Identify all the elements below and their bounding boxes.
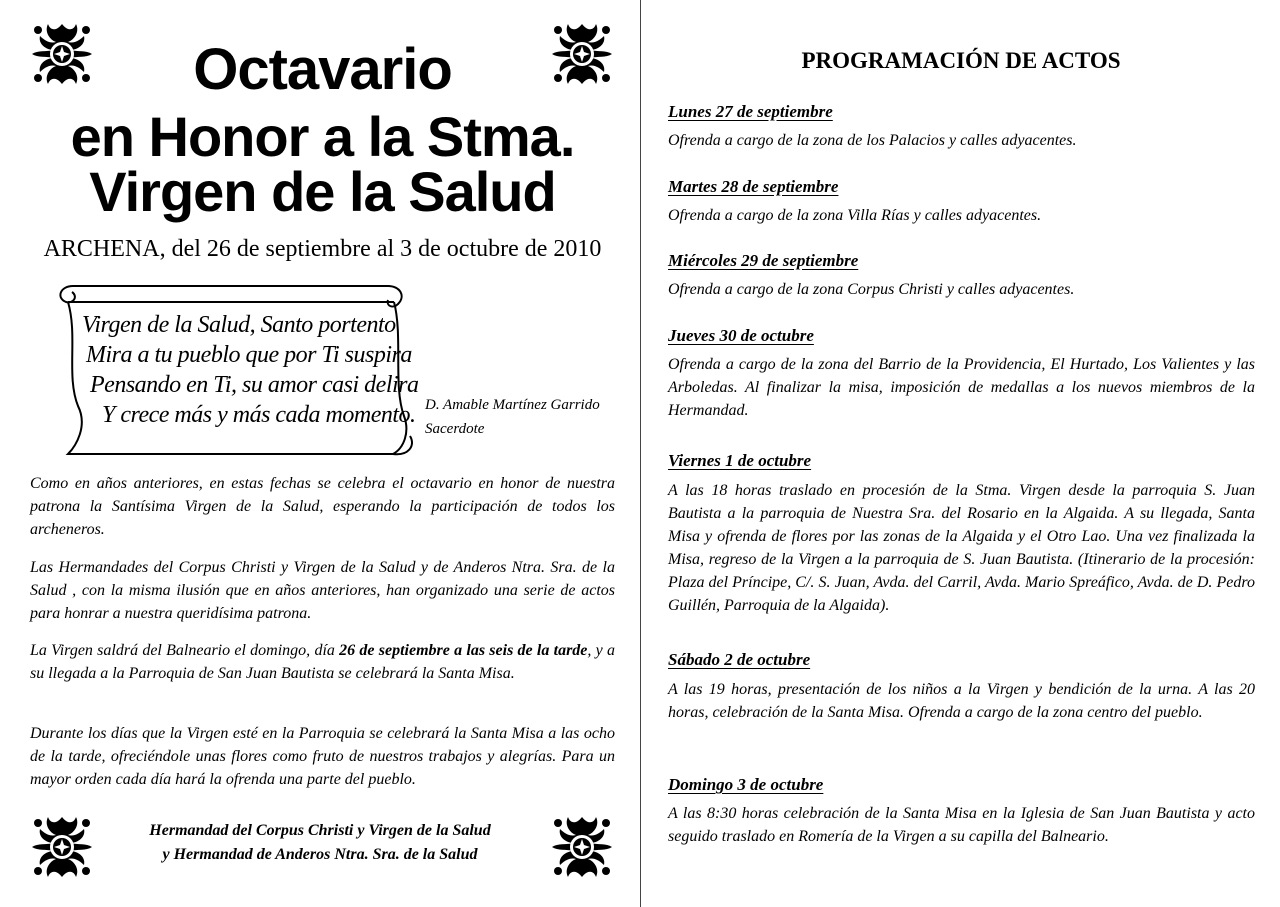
poem-line-1: Virgen de la Salud, Santo portento	[82, 312, 396, 338]
paragraph-3-highlight: 26 de septiembre a las seis de la tarde	[339, 642, 588, 659]
paragraph-1: Como en años anteriores, en estas fechas se celebra el octavario en honor de nuestra patrona la Santísima Virgen de la Salud, esperando la participación de todos los archeneros.	[30, 475, 615, 538]
day-title: Sábado 2 de octubre	[668, 650, 811, 669]
program-heading: PROGRAMACIÓN DE ACTOS	[801, 48, 1121, 73]
day-description: A las 8:30 horas celebración de la Santa Misa en la Iglesia de San Juan Bautista y acto seguido traslado en Romería de la Virgen a su capilla del Balneario.	[668, 805, 1255, 845]
right-panel	[640, 0, 1280, 907]
title-line-3: Virgen de la Salud	[89, 160, 556, 223]
poem-line-2: Mira a tu pueblo que por Ti suspira	[86, 342, 412, 368]
poem-author: D. Amable Martínez Garrido	[425, 397, 600, 413]
poem-author-role: Sacerdote	[425, 421, 485, 437]
day-description: Ofrenda a cargo de la zona del Barrio de la Providencia, El Hurtado, Los Valientes y las Arboledas. Al finalizar la misa, imposición de medallas a los nuevos miembros de la Hermandad.	[668, 356, 1255, 419]
ornament-bottom-left-icon	[30, 815, 94, 879]
paragraph-2: Las Hermandades del Corpus Christi y Virgen de la Salud y de Anderos Ntra. Sra. de la Salud , con la misma ilusión que en años anteriores, han organizado una serie de actos para honrar a nuestra queridísima patrona.	[30, 559, 615, 622]
day-title: Martes 28 de septiembre	[668, 177, 839, 196]
day-title: Jueves 30 de octubre	[668, 326, 814, 345]
day-title: Lunes 27 de septiembre	[668, 102, 833, 121]
day-description: Ofrenda a cargo de la zona Villa Rías y calles adyacentes.	[668, 207, 1042, 224]
day-description: A las 18 horas traslado en procesión de la Stma. Virgen desde la parroquia S. Juan Bautista a la parroquia de Nuestra Sra. del Rosario en la Algaida. A su llegada, Santa Misa y ofrenda de flores por las zonas de la Algaida y el Otro Lao. Una vez finalizada la Misa, regreso de la Virgen a la parroquia de S. Juan Bautista. (Itinerario de la procesión: Plaza del Príncipe, C/. S. Juan, Avda. del Carril, Avda. Mario Spreáfico, Avda. de D. Pedro Guillén, Parroquia de la Algaida).	[668, 482, 1255, 614]
title-line-2: en Honor a la Stma.	[70, 105, 575, 168]
event-dates-subtitle: ARCHENA, del 26 de septiembre al 3 de octubre de 2010	[43, 236, 602, 262]
ornament-bottom-right-icon	[550, 815, 614, 879]
day-title: Domingo 3 de octubre	[668, 775, 824, 794]
paragraph-3-start: La Virgen saldrá del Balneario el domingo, día	[30, 642, 340, 659]
day-title: Viernes 1 de octubre	[668, 451, 812, 470]
day-description: Ofrenda a cargo de la zona Corpus Christi y calles adyacentes.	[668, 281, 1075, 298]
title-line-1: Octavario	[193, 37, 452, 102]
day-description: Ofrenda a cargo de la zona de los Palacios y calles adyacentes.	[668, 132, 1077, 149]
poem-line-4: Y crece más y más cada momento.	[102, 402, 416, 428]
day-description: A las 19 horas, presentación de los niños a la Virgen y bendición de la urna. A las 20 horas, celebración de la Santa Misa. Ofrenda a cargo de la zona centro del pueblo.	[668, 681, 1255, 721]
paragraph-3-end: , y a su llegada a la Parroquia de San Juan Bautista se celebrará la Santa Misa.	[30, 642, 616, 682]
signature-line-2: y Hermandad de Anderos Ntra. Sra. de la Salud	[162, 846, 478, 863]
day-title: Miércoles 29 de septiembre	[668, 251, 859, 270]
signature-line-1: Hermandad del Corpus Christi y Virgen de la Salud	[149, 822, 491, 839]
paragraph-3	[30, 639, 615, 685]
poem-line-3: Pensando en Ti, su amor casi delira	[90, 372, 419, 398]
paragraph-4: Durante los días que la Virgen esté en la Parroquia se celebrará la Santa Misa a las ocho de la tarde, ofreciéndole unas flores como fruto de nuestros trabajos y alegrías. Para un mayor orden cada día hará la ofrenda una parte del pueblo.	[30, 725, 615, 788]
